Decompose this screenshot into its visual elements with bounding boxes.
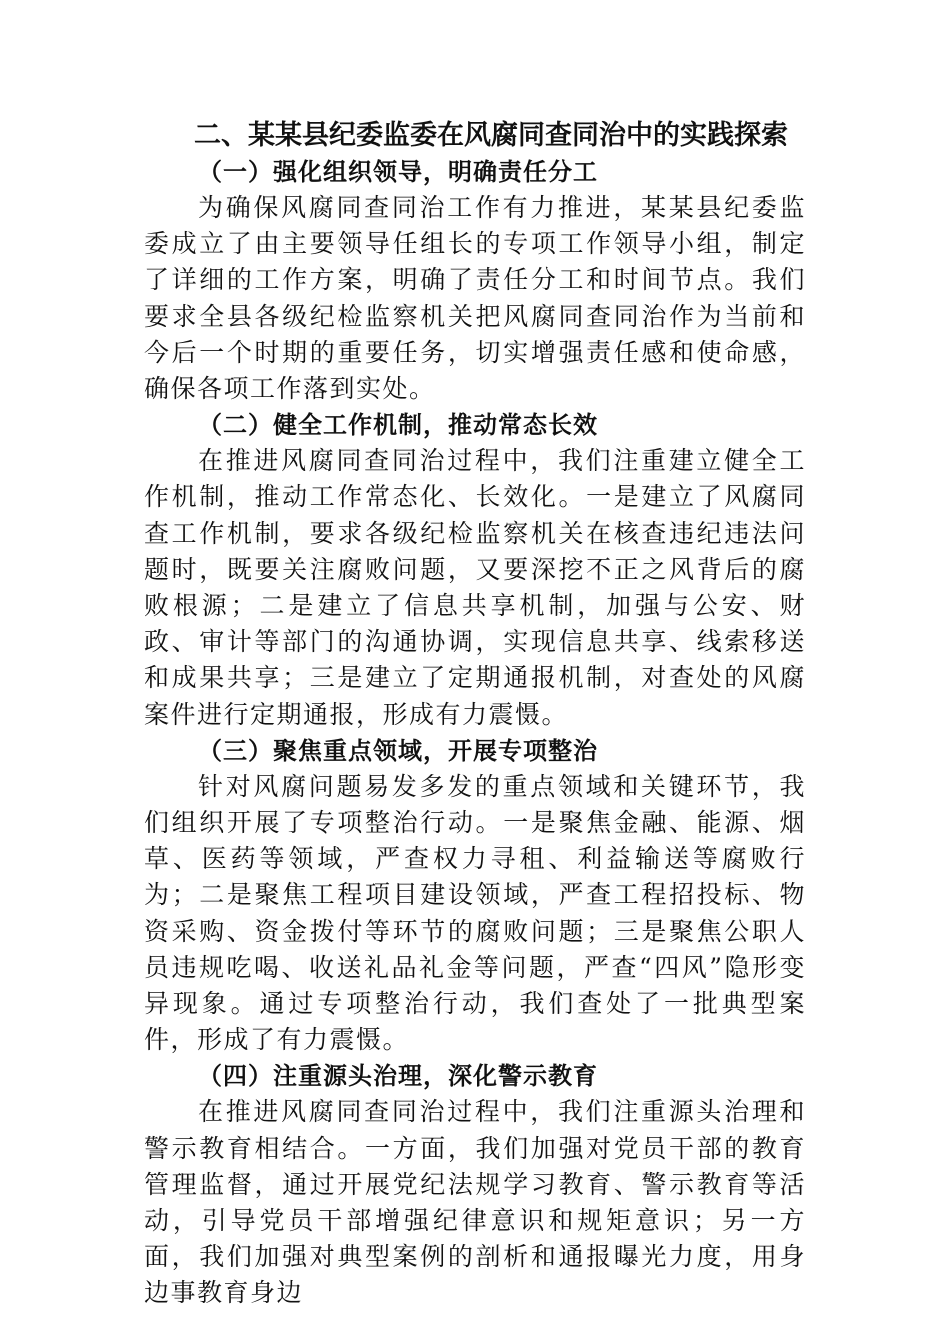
section-3 — [144, 733, 806, 1059]
section-1 — [144, 154, 806, 407]
section-heading: （二）健全工作机制，推动常态长效 — [198, 410, 598, 440]
section-heading: （一）强化组织领导，明确责任分工 — [198, 157, 598, 186]
document-title: 二、某某县纪委监委在风腐同查同治中的实践探索 — [194, 120, 788, 151]
section-paragraph: 在推进风腐同查同治过程中，我们注重源头治理和警示教育相结合。一方面，我们加强对党员干部的教育管理监督，通过开展党纪法规学习教育、警示教育等活动，引导党员干部增强纪律意识和规矩意识；另一方面，我们加强对典型案例的剖析和通报曝光力度，用身边事教育身边 — [144, 1097, 806, 1308]
section-2 — [144, 407, 806, 733]
section-heading: （四）注重源头治理，深化警示教育 — [198, 1061, 598, 1091]
document-page — [144, 118, 806, 1312]
section-paragraph: 针对风腐问题易发多发的重点领域和关键环节，我们组织开展了专项整治行动。一是聚焦金融、能源、烟草、医药等领域，严查权力寻租、利益输送等腐败行为；二是聚焦工程项目建设领域，严查工程招投标、物资采购、资金拨付等环节的腐败问题；三是聚焦公职人员违规吃喝、收送礼品礼金等问题，严查“四风”隐形变异现象。通过专项整治行动，我们查处了一批典型案件，形成了有力震慑。 — [144, 771, 806, 1055]
section-paragraph: 为确保风腐同查同治工作有力推进，某某县纪委监委成立了由主要领导任组长的专项工作领导小组，制定了详细的工作方案，明确了责任分工和时间节点。我们要求全县各级纪检监察机关把风腐同查同治作为当前和今后一个时期的重要任务，切实增强责任感和使命感，确保各项工作落到实处。 — [144, 193, 806, 404]
section-4 — [144, 1058, 806, 1311]
section-paragraph: 在推进风腐同查同治过程中，我们注重建立健全工作机制，推动工作常态化、长效化。一是建立了风腐同查工作机制，要求各级纪检监察机关在核查违纪违法问题时，既要关注腐败问题，又要深挖不正之风背后的腐败根源；二是建立了信息共享机制，加强与公安、财政、审计等部门的沟通协调，实现信息共享、线索移送和成果共享；三是建立了定期通报机制，对查处的风腐案件进行定期通报，形成有力震慑。 — [144, 446, 806, 729]
section-heading: （三）聚焦重点领域，开展专项整治 — [198, 735, 598, 765]
